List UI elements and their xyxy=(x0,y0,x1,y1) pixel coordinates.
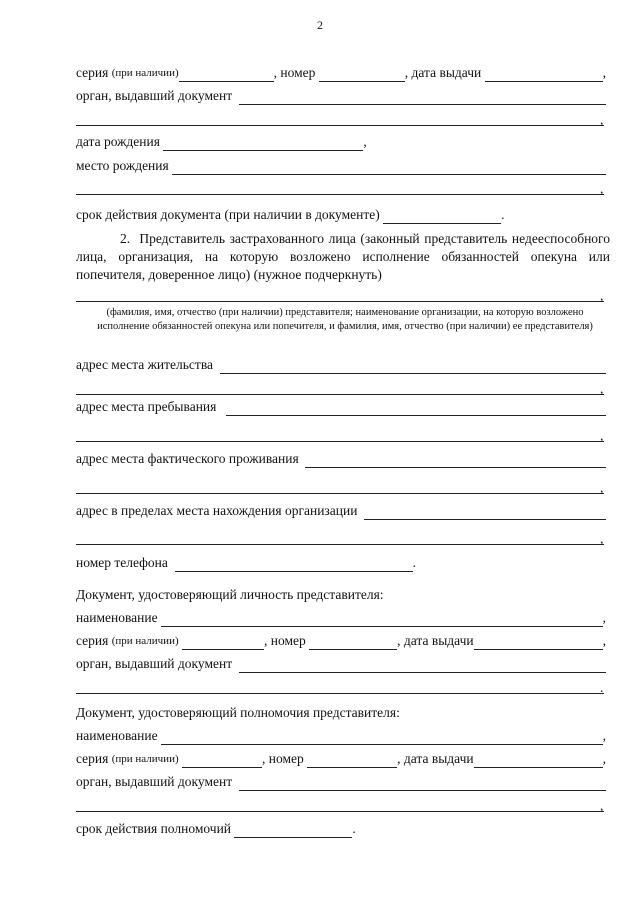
comma: , xyxy=(600,181,604,196)
auth-doc-name-field[interactable] xyxy=(161,731,603,745)
authority-term-label: срок действия полномочий xyxy=(76,821,232,836)
birth-place-field-line2[interactable] xyxy=(76,193,604,195)
auth-issuer-field[interactable] xyxy=(239,777,606,791)
auth-doc-series-row xyxy=(76,750,606,768)
birth-date-label: дата рождения xyxy=(76,134,160,149)
number-field[interactable] xyxy=(319,68,405,82)
phone-field[interactable] xyxy=(175,558,413,572)
auth-number-field[interactable] xyxy=(307,754,397,768)
org-address-field-line2[interactable] xyxy=(76,543,604,545)
validity-row xyxy=(76,206,606,224)
stay-field[interactable] xyxy=(226,402,606,416)
issue-date-label: , дата выдачи xyxy=(404,65,482,80)
actual-address-field[interactable] xyxy=(305,454,606,468)
residence-label: адрес места жительства xyxy=(76,357,214,372)
id-doc-name-field[interactable] xyxy=(161,613,603,627)
auth-issue-date-field[interactable] xyxy=(474,754,603,768)
residence-field-line2[interactable] xyxy=(76,393,604,395)
birth-date-row xyxy=(76,133,606,151)
comma: , xyxy=(602,728,606,743)
issuer-label: орган, выдавший документ xyxy=(76,88,233,103)
birth-place-field[interactable] xyxy=(172,161,606,175)
doc1-issuer-row xyxy=(76,87,606,105)
auth-issuer-field-line2[interactable] xyxy=(76,810,604,812)
id-issuer-field-line2[interactable] xyxy=(76,692,604,694)
validity-label: срок действия документа (при наличии в документе) xyxy=(76,207,380,222)
auth-doc-name-label: наименование xyxy=(76,728,158,743)
section2-text: Представитель застрахованного лица (законный представитель недееспособного лица, организация, на которую возложено исполнение обязанностей опекуна или попечителя, доверенное лицо) (нужное подчеркнуть) xyxy=(76,231,611,282)
series-label: серия xyxy=(76,65,109,80)
actual-address-label: адрес места фактического проживания xyxy=(76,451,299,466)
comma: , xyxy=(602,65,606,80)
comma: , xyxy=(600,531,604,546)
birth-date-field[interactable] xyxy=(163,137,363,151)
birth-place-label: место рождения xyxy=(76,158,169,173)
comma: , xyxy=(600,480,604,495)
actual-address-field-line2[interactable] xyxy=(76,492,604,494)
issue-date-label: , дата выдачи xyxy=(397,633,474,648)
page-number: 2 xyxy=(317,18,323,32)
phone-label: номер телефона xyxy=(76,555,168,570)
issuer-field-line2[interactable] xyxy=(76,124,604,126)
if-any-note: (при наличии) xyxy=(111,753,179,765)
issue-date-label: , дата выдачи xyxy=(397,751,474,766)
issuer-label: орган, выдавший документ xyxy=(76,774,233,789)
number-label: , номер xyxy=(273,65,316,80)
comma: , xyxy=(602,633,606,648)
period: . xyxy=(412,555,417,570)
section2-paragraph xyxy=(76,230,610,284)
if-any-note: (при наличии) xyxy=(111,635,179,647)
period: . xyxy=(501,207,505,222)
comma: , xyxy=(600,381,604,396)
comma: , xyxy=(600,288,604,303)
number-label: , номер xyxy=(264,633,306,648)
series-label: серия xyxy=(76,633,109,648)
section2-number: 2. xyxy=(120,231,131,246)
stay-label: адрес места пребывания xyxy=(76,399,217,414)
authority-term-field[interactable] xyxy=(234,824,352,838)
comma: , xyxy=(602,751,606,766)
id-issue-date-field[interactable] xyxy=(474,636,603,650)
org-address-field[interactable] xyxy=(364,506,606,520)
id-series-field[interactable] xyxy=(182,636,264,650)
org-address-label: адрес в пределах места нахождения организации xyxy=(76,503,358,518)
phone-row xyxy=(76,554,606,572)
id-doc-name-row xyxy=(76,609,606,627)
issuer-label: орган, выдавший документ xyxy=(76,656,233,671)
auth-doc-name-row xyxy=(76,727,606,745)
stay-row xyxy=(76,398,606,416)
comma: , xyxy=(602,610,606,625)
authority-term-row xyxy=(76,820,606,838)
representative-name-field[interactable] xyxy=(76,300,604,302)
period: . xyxy=(600,680,604,695)
series-label: серия xyxy=(76,751,109,766)
residence-row xyxy=(76,356,606,374)
if-any-note: (при наличии) xyxy=(111,67,179,79)
auth-series-field[interactable] xyxy=(182,754,262,768)
doc1-series-row xyxy=(76,64,606,82)
id-number-field[interactable] xyxy=(309,636,397,650)
comma: , xyxy=(600,112,604,127)
issue-date-field[interactable] xyxy=(485,68,603,82)
auth-doc-issuer-row xyxy=(76,773,606,791)
representative-caption: (фамилия, имя, отчество (при наличии) представителя; наименование организации, на которую возложено исполнение обязанностей опекуна или попечителя, и фамилия, имя, отчество (при наличии) ее представителя) xyxy=(97,307,593,332)
stay-field-line2[interactable] xyxy=(76,440,604,442)
birth-place-row xyxy=(76,157,606,175)
series-field[interactable] xyxy=(179,68,274,82)
issuer-field[interactable] xyxy=(239,91,606,105)
id-doc-series-row xyxy=(76,632,606,650)
comma: , xyxy=(600,798,604,813)
actual-address-row xyxy=(76,450,606,468)
comma: , xyxy=(363,134,367,149)
id-doc-issuer-row xyxy=(76,655,606,673)
residence-field[interactable] xyxy=(220,360,606,374)
period: . xyxy=(352,821,356,836)
validity-field[interactable] xyxy=(383,210,501,224)
comma: , xyxy=(600,428,604,443)
id-doc-heading: Документ, удостоверяющий личность представителя: xyxy=(76,587,384,602)
id-issuer-field[interactable] xyxy=(239,659,606,673)
auth-doc-heading: Документ, удостоверяющий полномочия представителя: xyxy=(76,705,400,720)
number-label: , номер xyxy=(262,751,304,766)
id-doc-name-label: наименование xyxy=(76,610,158,625)
org-address-row xyxy=(76,502,606,520)
